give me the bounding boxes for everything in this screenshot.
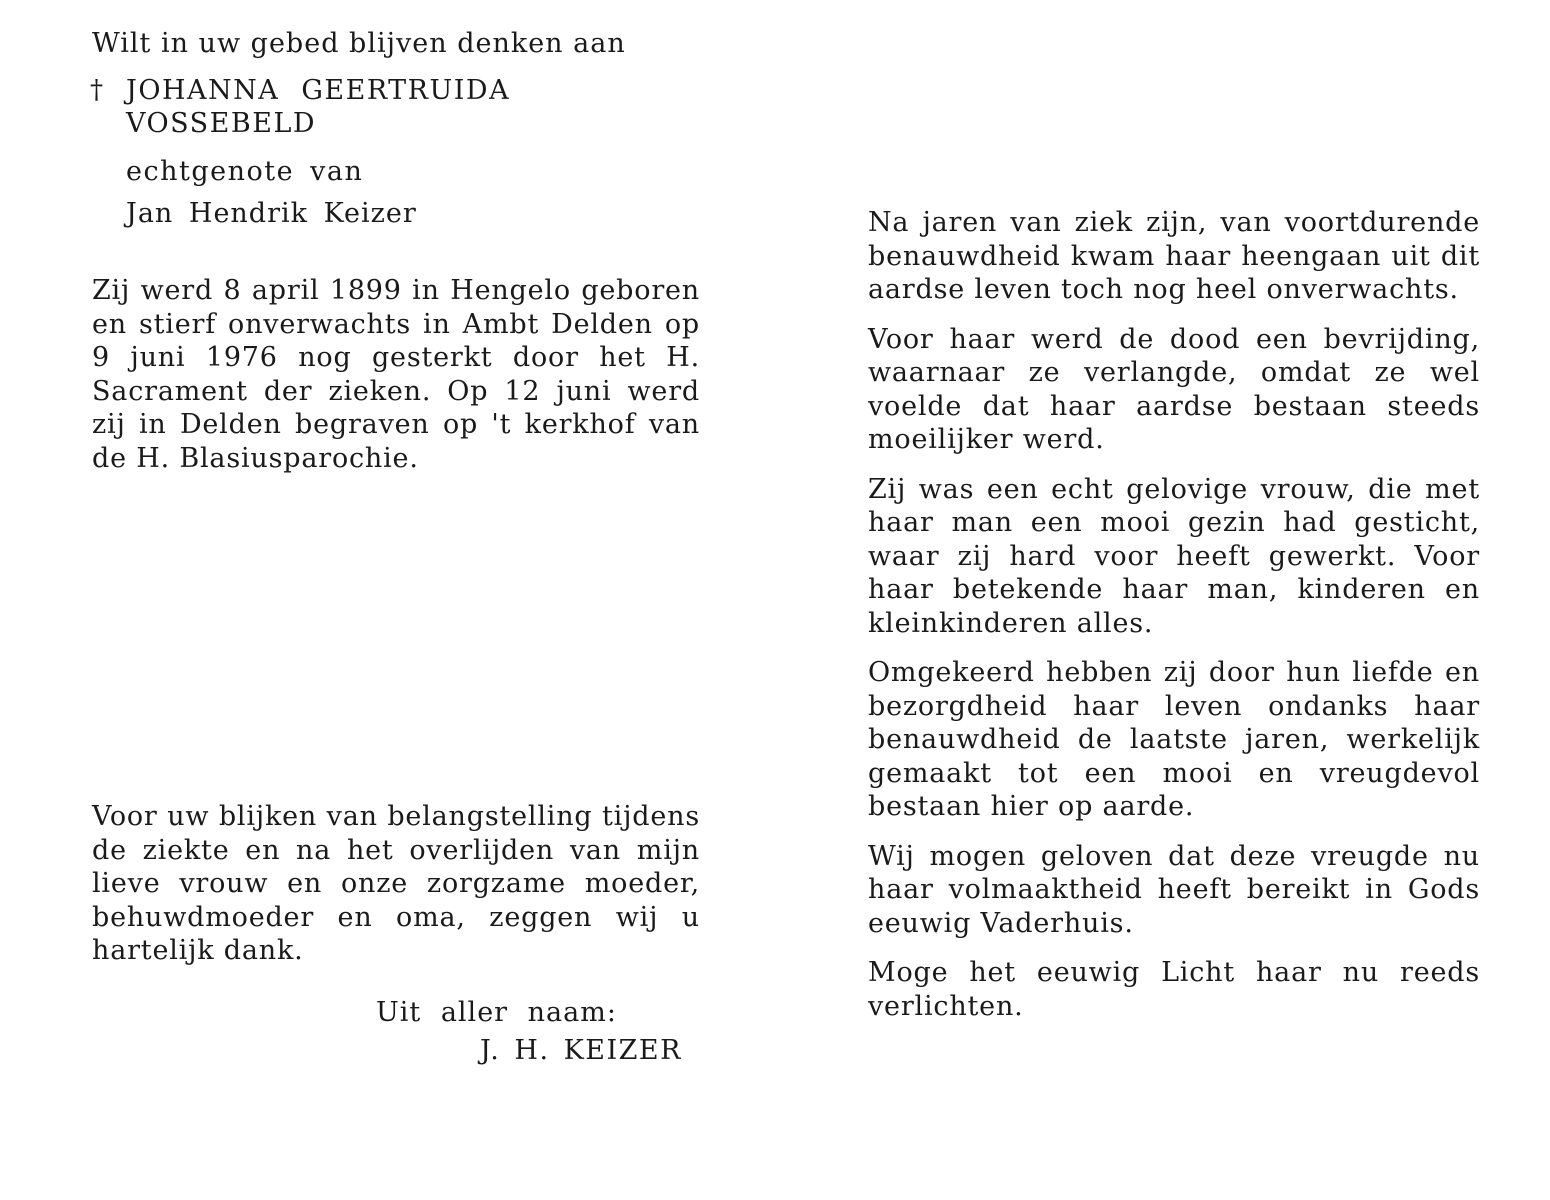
- signoff-name: J. H. KEIZER: [480, 1035, 682, 1066]
- deceased-name: [126, 74, 700, 140]
- reflection-paragraph: Voor haar werd de dood een bevrijding, waarnaar ze verlangde, omdat ze wel voelde dat haar aardse bestaan steeds moeilijker werd.: [868, 323, 1480, 455]
- prayer-paragraph: Moge het eeuwig Licht haar nu reeds verlichten.: [868, 957, 1480, 1022]
- right-column: [868, 206, 1480, 1039]
- spouse-name: Jan Hendrik Keizer: [126, 198, 417, 229]
- reflection-paragraph: Omgekeerd hebben zij door hun liefde en bezorgdheid haar leven ondanks haar benauwdheid de laatste jaren, werkelijk gemaakt tot een mooi en vreugdevol bestaan hier op aarde.: [868, 657, 1480, 822]
- signoff-label: Uit aller naam:: [376, 997, 617, 1028]
- reflection-paragraph: Wij mogen geloven dat deze vreugde nu haar volmaaktheid heeft bereikt in Gods eeuwig Vaderhuis.: [868, 840, 1480, 939]
- spouse-label: echtgenote van: [126, 156, 364, 187]
- reflection-paragraph: Zij was een echt gelovige vrouw, die met haar man een mooi gezin had gesticht, waar zij hard voor heeft gewerkt. Voor haar betekende haar man, kinderen en kleinkinderen alles.: [868, 473, 1480, 639]
- deceased-name-line2: VOSSEBELD: [126, 108, 317, 139]
- thanks-paragraph: Voor uw blijken van belangstelling tijdens de ziekte en na het overlijden van mijn lieve vrouw en onze zorgzame moeder, behuwdmoeder en oma, zeggen wij u hartelijk dank.: [92, 801, 700, 966]
- intro-text: Wilt in uw gebed blijven denken aan: [92, 28, 626, 59]
- deceased-name-line1: JOHANNA GEERTRUIDA: [126, 75, 511, 106]
- biography-paragraph: Zij werd 8 april 1899 in Hengelo geboren en stierf onverwachts in Ambt Delden op 9 juni 1976 nog gesterkt door het H. Sacrament der zieken. Op 12 juni werd zij in Delden begraven op 't kerkhof van de H. Blasiusparochie.: [92, 275, 700, 474]
- reflection-paragraph: Na jaren van ziek zijn, van voortdurende benauwdheid kwam haar heengaan uit dit aardse leven toch nog heel onverwachts.: [868, 207, 1480, 305]
- signoff: [376, 994, 682, 1070]
- deceased-name-block: [92, 74, 700, 140]
- left-column: [92, 22, 700, 475]
- cross-icon: †: [90, 75, 105, 105]
